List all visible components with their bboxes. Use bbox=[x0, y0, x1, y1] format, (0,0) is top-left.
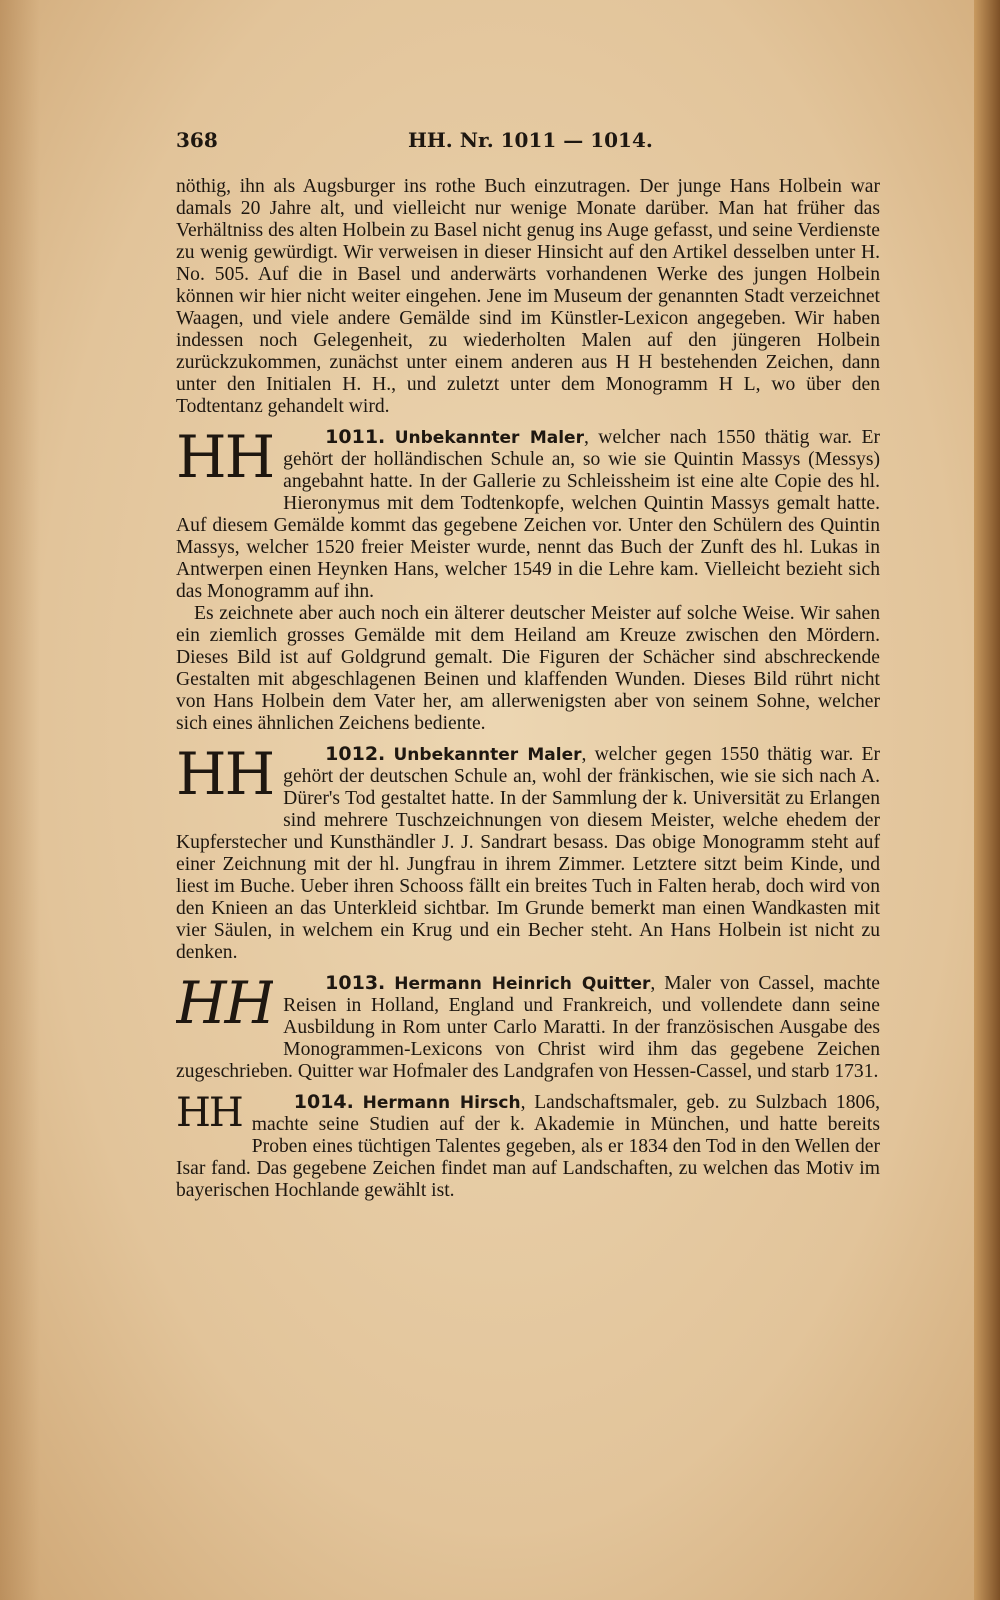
entry-number: 1011. bbox=[325, 426, 386, 448]
entry-text: , Maler von Cassel, machte Reisen in Holland, England und Frankreich, und vollendete dann seine Ausbildung in Rom unter Carlo Maratti. In der französischen Ausgabe des Monogrammen-Lexicons von Christ wird ihm das gegebene Zeichen zugeschrieben. Quitter war Hofmaler des Landgrafen von Hessen-Cassel, und starb 1731. bbox=[176, 973, 881, 1082]
entry-number: 1013. bbox=[325, 972, 386, 994]
page-number: 368 bbox=[176, 128, 218, 152]
entry-text: , Landschaftsmaler, geb. zu Sulzbach 1806, machte seine Studien auf der k. Akademie in München, und hatte bereits Proben eines tüchtigen Talentes gegeben, als er 1834 den Tod in den Wellen der Isar fand. Das gegebene Zeichen findet man auf Landschaften, zu welchen das Motiv im bayerischen Hochlande gewählt ist. bbox=[176, 1092, 880, 1201]
artist-name: Unbekannter Maler bbox=[393, 745, 582, 765]
monogram-hh-icon: HH bbox=[176, 974, 274, 1037]
body-text bbox=[176, 176, 880, 1202]
intro-paragraph: nöthig, ihn als Augsburger ins rothe Buch einzutragen. Der junge Hans Holbein war damals 20 Jahre alt, und vielleicht nur wenige Monate darüber. Man hat früher das Verhältniss des alten Holbein zu Basel nicht genug ins Auge gefasst, und seine Verdienste zu wenig gewürdigt. Wir verweisen in dieser Hinsicht auf den Artikel desselben unter H. No. 505. Auf die in Basel und anderwärts vorhandenen Werke des jungen Holbein können wir hier nicht weiter eingehen. Jene im Museum der genannten Stadt verzeichnet Waagen, und viele andere Gemälde sind im Künstler-Lexicon angegeben. Wir haben indessen noch Gelegenheit, zu wiederholten Malen auf den jüngeren Holbein zurückzukommen, zunächst unter einem anderen aus H H bestehenden Zeichen, dann unter den Initialen H. H., und zuletzt unter dem Monogramm H L, wo über den Todtentanz gehandelt wird. bbox=[176, 176, 880, 417]
entry-1012 bbox=[176, 743, 880, 964]
entry-1011 bbox=[176, 426, 880, 735]
entry-text-continued: Es zeichnete aber auch noch ein älterer deutscher Meister auf solche Weise. Wir sahen ein ziemlich grosses Gemälde mit dem Heiland am Kreuze zwischen den Mördern. Dieses Bild ist auf Goldgrund gemalt. Die Figuren der Schächer sind abschreckende Gestalten mit abgeschlagenen Beinen und klaffenden Wunden. Dieses Bild rührt nicht von Hans Holbein dem Vater her, am allerwenigsten aber von seinem Sohne, welcher sich eines ähnlichen Zeichens bediente. bbox=[176, 603, 880, 734]
entry-1013 bbox=[176, 972, 880, 1083]
monogram-hh-icon: HH bbox=[176, 745, 274, 808]
header-title: HH. Nr. 1011 — 1014. bbox=[408, 128, 653, 152]
artist-name: Hermann Hirsch bbox=[362, 1093, 521, 1113]
page-edge-right bbox=[974, 0, 1000, 1600]
artist-name: Unbekannter Maler bbox=[394, 428, 584, 448]
monogram-hh-icon: HH bbox=[176, 1093, 242, 1136]
entry-number: 1014. bbox=[293, 1091, 354, 1113]
artist-name: Hermann Heinrich Quitter bbox=[394, 974, 651, 994]
entry-number: 1012. bbox=[325, 743, 386, 765]
entry-text: , welcher gegen 1550 thätig war. Er gehört der deutschen Schule an, wohl der fränkischen, wie sie sich nach A. Dürer's Tod gestaltet hatte. In der Sammlung der k. Universität zu Erlangen sind mehrere Tuschzeichnungen von diesem Meister, welche ehedem der Kupferstecher und Kunsthändler J. J. Sandrart besass. Das obige Monogramm steht auf einer Zeichnung mit der hl. Jungfrau in ihrem Zimmer. Letztere sitzt beim Kinde, und liest im Buche. Ueber ihren Schooss fällt ein breites Tuch in Falten herab, doch wird von den Knieen an das Unterkleid sichtbar. Im Grunde bemerkt man einen Wandkasten mit vier Säulen, in welchem ein Krug und ein Becher steht. An Hans Holbein ist nicht zu denken. bbox=[176, 744, 880, 963]
entry-text: , welcher nach 1550 thätig war. Er gehört der holländischen Schule an, so wie sie Quintin Massys (Messys) angebahnt hatte. In der Gallerie zu Schleissheim ist eine alte Copie des hl. Hieronymus mit dem Todtenkopfe, welchen Quintin Massys gemalt hatte. Auf diesem Gemälde kommt das gegebene Zeichen vor. Unter den Schülern des Quintin Massys, welcher 1520 freier Meister wurde, nennt das Buch der Zunft des hl. Lukas in Antwerpen einen Heynken Hans, welcher 1549 in die Lehre kam. Vielleicht bezieht sich das Monogramm auf ihn. bbox=[176, 427, 880, 602]
running-header bbox=[176, 128, 866, 160]
page-shadow-left bbox=[0, 0, 40, 1600]
monogram-hh-icon: HH bbox=[176, 428, 274, 491]
entry-1014 bbox=[176, 1091, 880, 1202]
